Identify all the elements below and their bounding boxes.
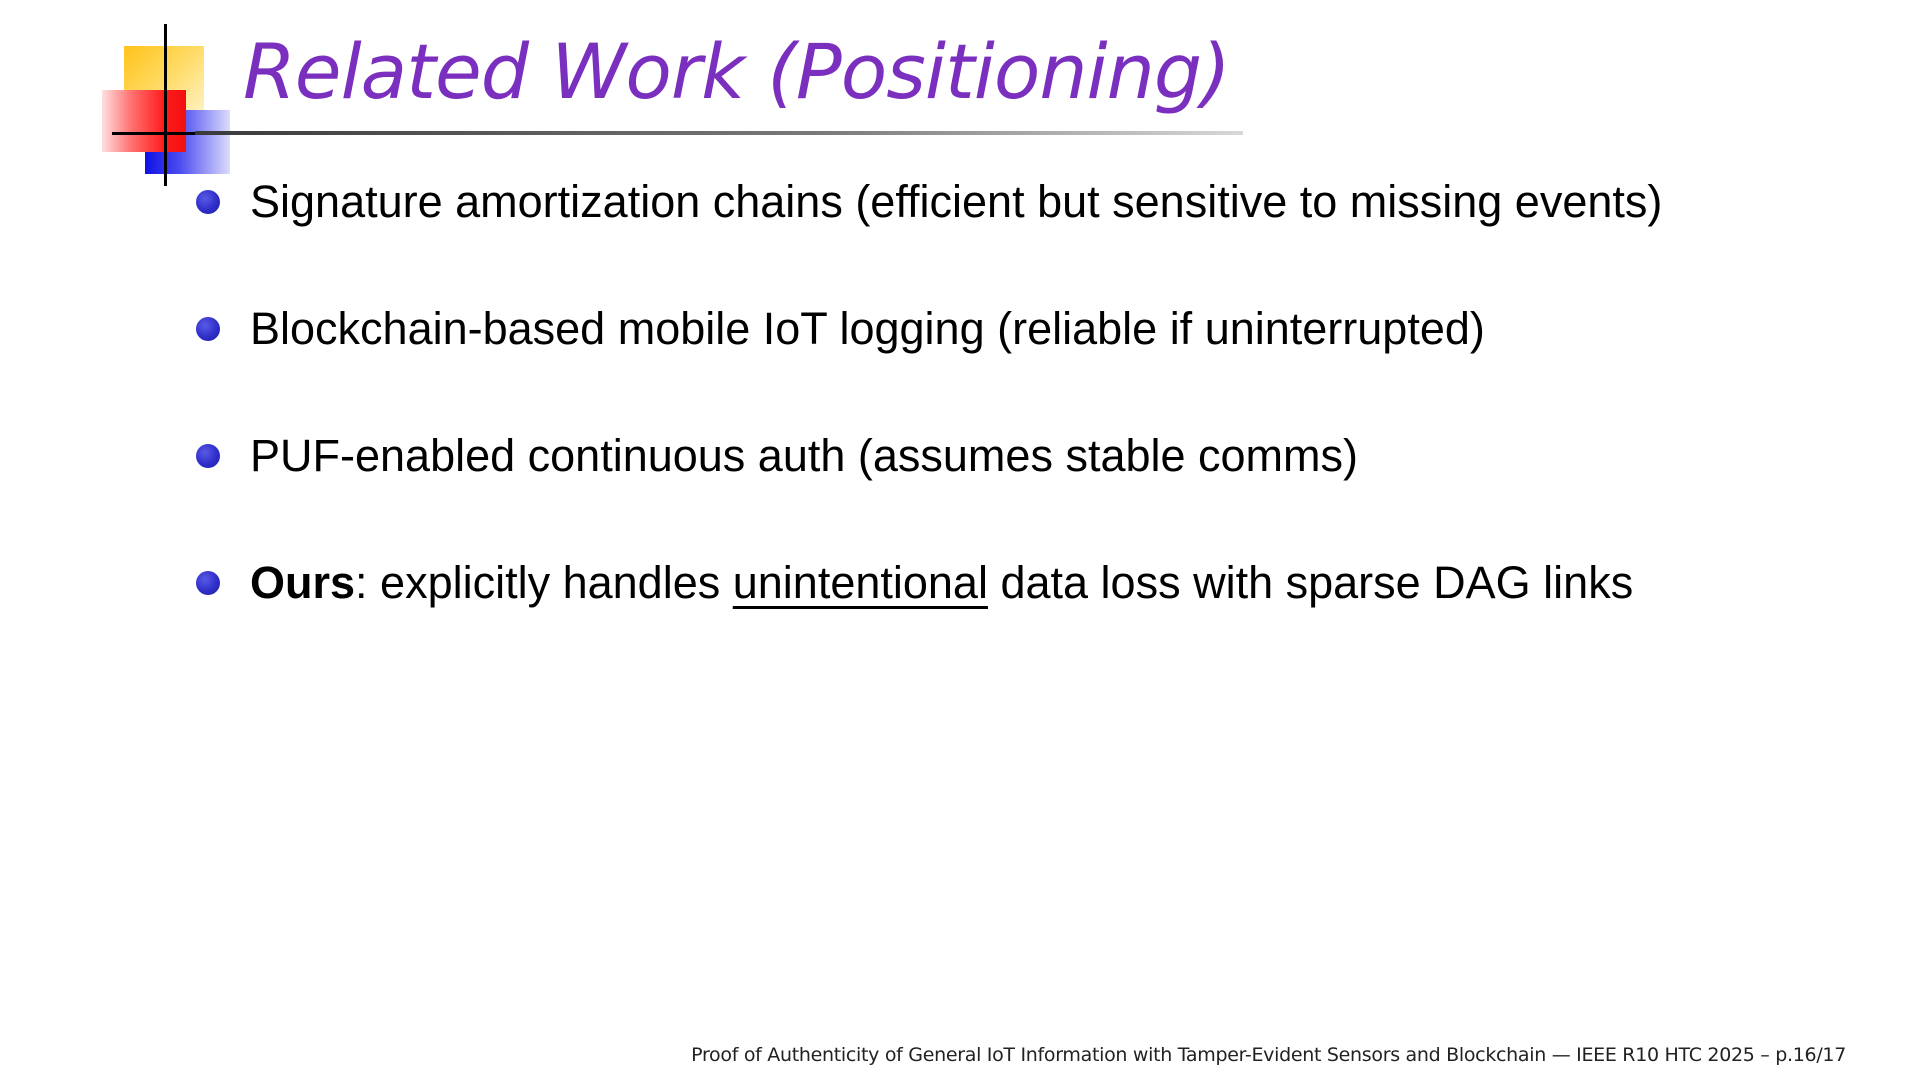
bullet-text: : explicitly handles (355, 557, 733, 608)
bullet-text: PUF-enabled continuous auth (assumes stable comms) (250, 430, 1359, 481)
bullet-underlined-text: unintentional (732, 557, 988, 608)
bullet-dot-icon (196, 444, 220, 468)
bullet-text: data loss with sparse DAG links (987, 557, 1634, 608)
bullet-item (190, 551, 1662, 678)
bullet-text: Blockchain-based mobile IoT logging (reliable if uninterrupted) (250, 303, 1485, 354)
bullet-text: Signature amortization chains (efficient but sensitive to missing events) (250, 176, 1663, 227)
bullet-dot-icon (196, 190, 220, 214)
bullet-bold-text: Ours (250, 557, 356, 608)
bullet-dot-icon (196, 571, 220, 595)
title-underline-rule (195, 131, 1243, 135)
slide-footer: Proof of Authenticity of General IoT Information with Tamper-Evident Sensors and Blockchain — IEEE R10 HTC 2025 – p.16/17 (691, 1044, 1846, 1066)
bullet-item (190, 424, 1662, 551)
colored-squares-logo-icon (0, 0, 240, 190)
bullet-list (190, 170, 1662, 678)
slide-title: Related Work (Positioning) (243, 27, 1230, 116)
crosshair-vertical-line (164, 24, 167, 186)
bullet-dot-icon (196, 317, 220, 341)
bullet-item (190, 170, 1662, 297)
bullet-item (190, 297, 1662, 424)
red-square (102, 90, 186, 152)
